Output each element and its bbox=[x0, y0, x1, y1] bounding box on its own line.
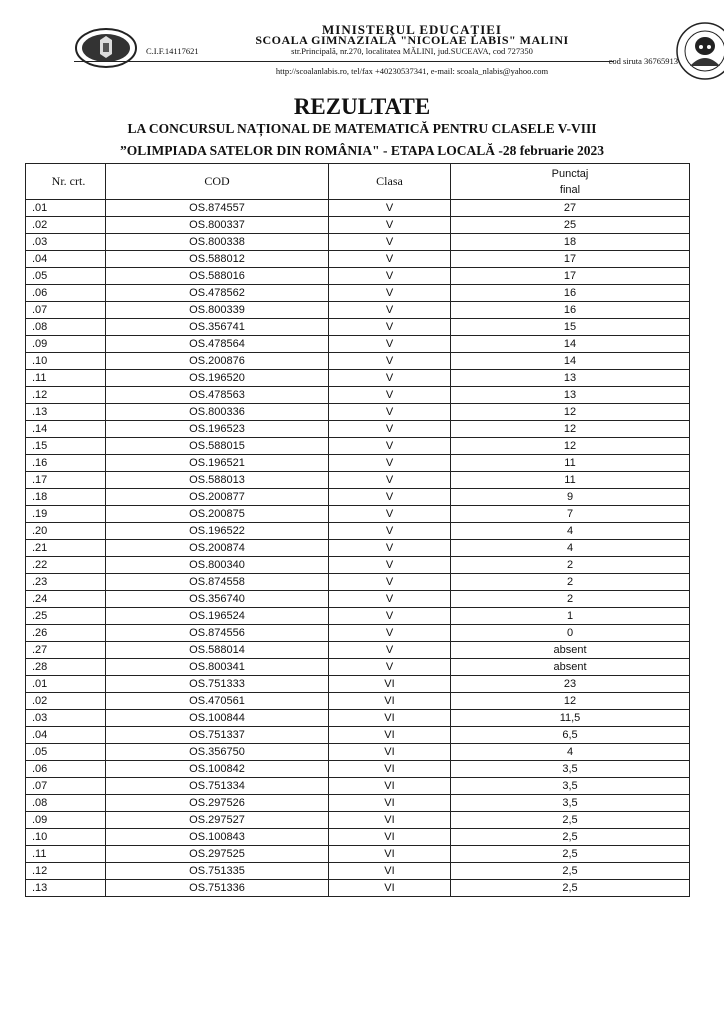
cell-clasa: V bbox=[329, 370, 451, 387]
cell-clasa: V bbox=[329, 404, 451, 421]
cell-cod: OS.751333 bbox=[106, 676, 329, 693]
cell-cod: OS.196522 bbox=[106, 523, 329, 540]
cell-nr-crt: .02 bbox=[26, 693, 106, 710]
cell-cod: OS.800340 bbox=[106, 557, 329, 574]
cell-punctaj: 13 bbox=[451, 370, 690, 387]
cell-punctaj: absent bbox=[451, 659, 690, 676]
table-row bbox=[26, 506, 690, 523]
cell-nr-crt: .20 bbox=[26, 523, 106, 540]
cell-cod: OS.800338 bbox=[106, 234, 329, 251]
cell-punctaj: 25 bbox=[451, 217, 690, 234]
cell-nr-crt: .06 bbox=[26, 285, 106, 302]
table-row bbox=[26, 812, 690, 829]
cell-clasa: V bbox=[329, 540, 451, 557]
cell-cod: OS.751337 bbox=[106, 727, 329, 744]
letterhead bbox=[70, 20, 678, 76]
cell-nr-crt: .24 bbox=[26, 591, 106, 608]
cell-punctaj: 27 bbox=[451, 200, 690, 217]
header-punctaj-final bbox=[451, 164, 690, 200]
page-subtitle-contest: ”OLIMPIADA SATELOR DIN ROMÂNIA" - ETAPA LOCALĂ -28 februarie 2023 bbox=[119, 143, 605, 158]
cell-cod: OS.200877 bbox=[106, 489, 329, 506]
cell-cod: OS.196520 bbox=[106, 370, 329, 387]
cell-clasa: VI bbox=[329, 846, 451, 863]
cell-punctaj: 12 bbox=[451, 421, 690, 438]
cell-nr-crt: .09 bbox=[26, 812, 106, 829]
cell-punctaj: 11 bbox=[451, 472, 690, 489]
table-row bbox=[26, 846, 690, 863]
cell-nr-crt: .05 bbox=[26, 268, 106, 285]
page-title: REZULTATE bbox=[293, 94, 431, 119]
cell-punctaj: 15 bbox=[451, 319, 690, 336]
table-row bbox=[26, 370, 690, 387]
cell-cod: OS.874556 bbox=[106, 625, 329, 642]
cell-punctaj: 1 bbox=[451, 608, 690, 625]
cell-punctaj: 2,5 bbox=[451, 846, 690, 863]
cell-nr-crt: .08 bbox=[26, 319, 106, 336]
cell-clasa: V bbox=[329, 353, 451, 370]
table-row bbox=[26, 710, 690, 727]
cell-nr-crt: .10 bbox=[26, 353, 106, 370]
cell-cod: OS.588013 bbox=[106, 472, 329, 489]
cell-punctaj: 23 bbox=[451, 676, 690, 693]
cell-clasa: V bbox=[329, 574, 451, 591]
table-row bbox=[26, 319, 690, 336]
cell-punctaj: 7 bbox=[451, 506, 690, 523]
cell-clasa: VI bbox=[329, 693, 451, 710]
cell-punctaj: 4 bbox=[451, 744, 690, 761]
cell-clasa: V bbox=[329, 336, 451, 353]
cell-nr-crt: .12 bbox=[26, 863, 106, 880]
cell-clasa: V bbox=[329, 489, 451, 506]
cell-nr-crt: .11 bbox=[26, 846, 106, 863]
table-row bbox=[26, 540, 690, 557]
table-row bbox=[26, 574, 690, 591]
cell-clasa: V bbox=[329, 319, 451, 336]
cell-punctaj: 2 bbox=[451, 591, 690, 608]
cell-punctaj: 2 bbox=[451, 574, 690, 591]
header-clasa: Clasa bbox=[329, 164, 451, 200]
cell-cod: OS.800339 bbox=[106, 302, 329, 319]
cell-cod: OS.297527 bbox=[106, 812, 329, 829]
table-row bbox=[26, 251, 690, 268]
table-row bbox=[26, 795, 690, 812]
ministry-name: MINISTERUL EDUCAȚIEI bbox=[321, 22, 502, 37]
table-row bbox=[26, 302, 690, 319]
table-row bbox=[26, 642, 690, 659]
cell-nr-crt: .05 bbox=[26, 744, 106, 761]
cell-nr-crt: .18 bbox=[26, 489, 106, 506]
cell-clasa: V bbox=[329, 472, 451, 489]
cell-cod: OS.478562 bbox=[106, 285, 329, 302]
cell-punctaj: 3,5 bbox=[451, 795, 690, 812]
cell-punctaj: 13 bbox=[451, 387, 690, 404]
cell-punctaj: 16 bbox=[451, 285, 690, 302]
table-row bbox=[26, 591, 690, 608]
cell-cod: OS.356741 bbox=[106, 319, 329, 336]
cell-cod: OS.588016 bbox=[106, 268, 329, 285]
cell-punctaj: 14 bbox=[451, 336, 690, 353]
government-logo-icon bbox=[74, 26, 138, 70]
cell-nr-crt: .03 bbox=[26, 710, 106, 727]
table-row bbox=[26, 744, 690, 761]
cell-punctaj: 12 bbox=[451, 693, 690, 710]
cell-nr-crt: .15 bbox=[26, 438, 106, 455]
cell-cod: OS.800336 bbox=[106, 404, 329, 421]
cell-cod: OS.297526 bbox=[106, 795, 329, 812]
school-address: str.Principală, nr.270, localitatea MĂLINI, jud.SUCEAVA, cod 727350 bbox=[291, 46, 533, 56]
table-row bbox=[26, 268, 690, 285]
table-row bbox=[26, 489, 690, 506]
letterhead-text bbox=[146, 24, 678, 77]
cell-punctaj: 11 bbox=[451, 455, 690, 472]
cell-clasa: V bbox=[329, 251, 451, 268]
table-row bbox=[26, 455, 690, 472]
letterhead-divider bbox=[74, 61, 614, 62]
cell-clasa: V bbox=[329, 557, 451, 574]
table-row bbox=[26, 421, 690, 438]
cell-clasa: V bbox=[329, 200, 451, 217]
cell-nr-crt: .01 bbox=[26, 676, 106, 693]
cell-nr-crt: .27 bbox=[26, 642, 106, 659]
cell-punctaj: 6,5 bbox=[451, 727, 690, 744]
cell-clasa: VI bbox=[329, 863, 451, 880]
cell-cod: OS.100843 bbox=[106, 829, 329, 846]
table-row bbox=[26, 404, 690, 421]
cell-nr-crt: .21 bbox=[26, 540, 106, 557]
cell-punctaj: 2,5 bbox=[451, 829, 690, 846]
cell-clasa: VI bbox=[329, 744, 451, 761]
table-header-row bbox=[26, 164, 690, 200]
table-row bbox=[26, 557, 690, 574]
cell-cod: OS.751334 bbox=[106, 778, 329, 795]
school-name: SCOALA GIMNAZIALĂ "NICOLAE LABIS" MALINI bbox=[255, 33, 569, 47]
table-row bbox=[26, 659, 690, 676]
cell-nr-crt: .28 bbox=[26, 659, 106, 676]
cell-cod: OS.588015 bbox=[106, 438, 329, 455]
table-row bbox=[26, 217, 690, 234]
cell-cod: OS.100842 bbox=[106, 761, 329, 778]
cell-nr-crt: .11 bbox=[26, 370, 106, 387]
cell-nr-crt: .01 bbox=[26, 200, 106, 217]
cell-nr-crt: .22 bbox=[26, 557, 106, 574]
cell-punctaj: 2,5 bbox=[451, 863, 690, 880]
table-row bbox=[26, 608, 690, 625]
table-row bbox=[26, 880, 690, 897]
cell-clasa: V bbox=[329, 217, 451, 234]
cell-punctaj: absent bbox=[451, 642, 690, 659]
header-punctaj-line2: final bbox=[559, 183, 581, 196]
cell-clasa: V bbox=[329, 455, 451, 472]
cell-clasa: V bbox=[329, 302, 451, 319]
cell-clasa: VI bbox=[329, 761, 451, 778]
cell-nr-crt: .13 bbox=[26, 404, 106, 421]
cell-nr-crt: .19 bbox=[26, 506, 106, 523]
cell-nr-crt: .07 bbox=[26, 778, 106, 795]
table-row bbox=[26, 727, 690, 744]
cell-nr-crt: .04 bbox=[26, 727, 106, 744]
table-row bbox=[26, 353, 690, 370]
table-row bbox=[26, 676, 690, 693]
cell-nr-crt: .02 bbox=[26, 217, 106, 234]
table-row bbox=[26, 285, 690, 302]
table-row bbox=[26, 863, 690, 880]
results-table bbox=[25, 163, 690, 897]
cell-clasa: V bbox=[329, 234, 451, 251]
cell-cod: OS.470561 bbox=[106, 693, 329, 710]
cell-punctaj: 17 bbox=[451, 268, 690, 285]
cell-cod: OS.200875 bbox=[106, 506, 329, 523]
cell-clasa: V bbox=[329, 625, 451, 642]
cell-clasa: VI bbox=[329, 710, 451, 727]
school-siruta: cod siruta 36765913 bbox=[608, 56, 678, 66]
cell-cod: OS.588012 bbox=[106, 251, 329, 268]
cell-clasa: V bbox=[329, 642, 451, 659]
cell-cod: OS.751335 bbox=[106, 863, 329, 880]
cell-nr-crt: .16 bbox=[26, 455, 106, 472]
cell-cod: OS.874558 bbox=[106, 574, 329, 591]
cell-punctaj: 12 bbox=[451, 438, 690, 455]
cell-cod: OS.800337 bbox=[106, 217, 329, 234]
cell-cod: OS.356750 bbox=[106, 744, 329, 761]
cell-nr-crt: .06 bbox=[26, 761, 106, 778]
cell-clasa: VI bbox=[329, 880, 451, 897]
cell-cod: OS.588014 bbox=[106, 642, 329, 659]
cell-cod: OS.478564 bbox=[106, 336, 329, 353]
cell-punctaj: 0 bbox=[451, 625, 690, 642]
cell-clasa: V bbox=[329, 421, 451, 438]
cell-clasa: VI bbox=[329, 778, 451, 795]
cell-punctaj: 9 bbox=[451, 489, 690, 506]
cell-punctaj: 3,5 bbox=[451, 778, 690, 795]
cell-nr-crt: .23 bbox=[26, 574, 106, 591]
school-cif: C.I.F.14117621 bbox=[146, 46, 199, 56]
table-row bbox=[26, 387, 690, 404]
cell-nr-crt: .12 bbox=[26, 387, 106, 404]
cell-punctaj: 2,5 bbox=[451, 880, 690, 897]
cell-punctaj: 17 bbox=[451, 251, 690, 268]
cell-clasa: VI bbox=[329, 676, 451, 693]
cell-clasa: VI bbox=[329, 795, 451, 812]
cell-cod: OS.874557 bbox=[106, 200, 329, 217]
cell-clasa: V bbox=[329, 591, 451, 608]
cell-nr-crt: .08 bbox=[26, 795, 106, 812]
table-row bbox=[26, 234, 690, 251]
table-row bbox=[26, 200, 690, 217]
cell-clasa: VI bbox=[329, 812, 451, 829]
cell-clasa: V bbox=[329, 438, 451, 455]
cell-nr-crt: .14 bbox=[26, 421, 106, 438]
cell-nr-crt: .03 bbox=[26, 234, 106, 251]
cell-nr-crt: .10 bbox=[26, 829, 106, 846]
cell-cod: OS.200874 bbox=[106, 540, 329, 557]
cell-nr-crt: .09 bbox=[26, 336, 106, 353]
cell-cod: OS.196524 bbox=[106, 608, 329, 625]
cell-cod: OS.297525 bbox=[106, 846, 329, 863]
header-nr-crt: Nr. crt. bbox=[26, 164, 106, 200]
cell-cod: OS.196521 bbox=[106, 455, 329, 472]
table-row bbox=[26, 438, 690, 455]
cell-punctaj: 4 bbox=[451, 540, 690, 557]
cell-nr-crt: .25 bbox=[26, 608, 106, 625]
cell-punctaj: 14 bbox=[451, 353, 690, 370]
cell-punctaj: 11,5 bbox=[451, 710, 690, 727]
header-punctaj-line1: Punctaj bbox=[551, 167, 589, 180]
header-cod: COD bbox=[106, 164, 329, 200]
cell-clasa: V bbox=[329, 285, 451, 302]
table-row bbox=[26, 693, 690, 710]
table-row bbox=[26, 523, 690, 540]
cell-punctaj: 12 bbox=[451, 404, 690, 421]
cell-cod: OS.800341 bbox=[106, 659, 329, 676]
cell-nr-crt: .07 bbox=[26, 302, 106, 319]
page-subtitle: LA CONCURSUL NAȚIONAL DE MATEMATICĂ PENTRU CLASELE V-VIII bbox=[127, 121, 597, 136]
cell-punctaj: 2 bbox=[451, 557, 690, 574]
cell-punctaj: 18 bbox=[451, 234, 690, 251]
cell-cod: OS.100844 bbox=[106, 710, 329, 727]
school-logo-icon bbox=[668, 20, 724, 82]
cell-clasa: V bbox=[329, 506, 451, 523]
table-row bbox=[26, 336, 690, 353]
cell-punctaj: 2,5 bbox=[451, 812, 690, 829]
cell-clasa: V bbox=[329, 523, 451, 540]
cell-nr-crt: .17 bbox=[26, 472, 106, 489]
cell-punctaj: 4 bbox=[451, 523, 690, 540]
table-row bbox=[26, 472, 690, 489]
cell-clasa: VI bbox=[329, 727, 451, 744]
cell-clasa: V bbox=[329, 659, 451, 676]
cell-clasa: V bbox=[329, 268, 451, 285]
cell-nr-crt: .26 bbox=[26, 625, 106, 642]
cell-clasa: VI bbox=[329, 829, 451, 846]
cell-cod: OS.200876 bbox=[106, 353, 329, 370]
cell-cod: OS.751336 bbox=[106, 880, 329, 897]
table-row bbox=[26, 625, 690, 642]
cell-clasa: V bbox=[329, 608, 451, 625]
cell-cod: OS.478563 bbox=[106, 387, 329, 404]
cell-nr-crt: .04 bbox=[26, 251, 106, 268]
cell-punctaj: 16 bbox=[451, 302, 690, 319]
cell-punctaj: 3,5 bbox=[451, 761, 690, 778]
table-row bbox=[26, 761, 690, 778]
cell-nr-crt: .13 bbox=[26, 880, 106, 897]
table-row bbox=[26, 778, 690, 795]
cell-cod: OS.196523 bbox=[106, 421, 329, 438]
school-contact: http://scoalanlabis.ro, tel/fax +40230537341, e-mail: scoala_nlabis@yahoo.com bbox=[275, 66, 549, 76]
cell-clasa: V bbox=[329, 387, 451, 404]
cell-cod: OS.356740 bbox=[106, 591, 329, 608]
table-row bbox=[26, 829, 690, 846]
